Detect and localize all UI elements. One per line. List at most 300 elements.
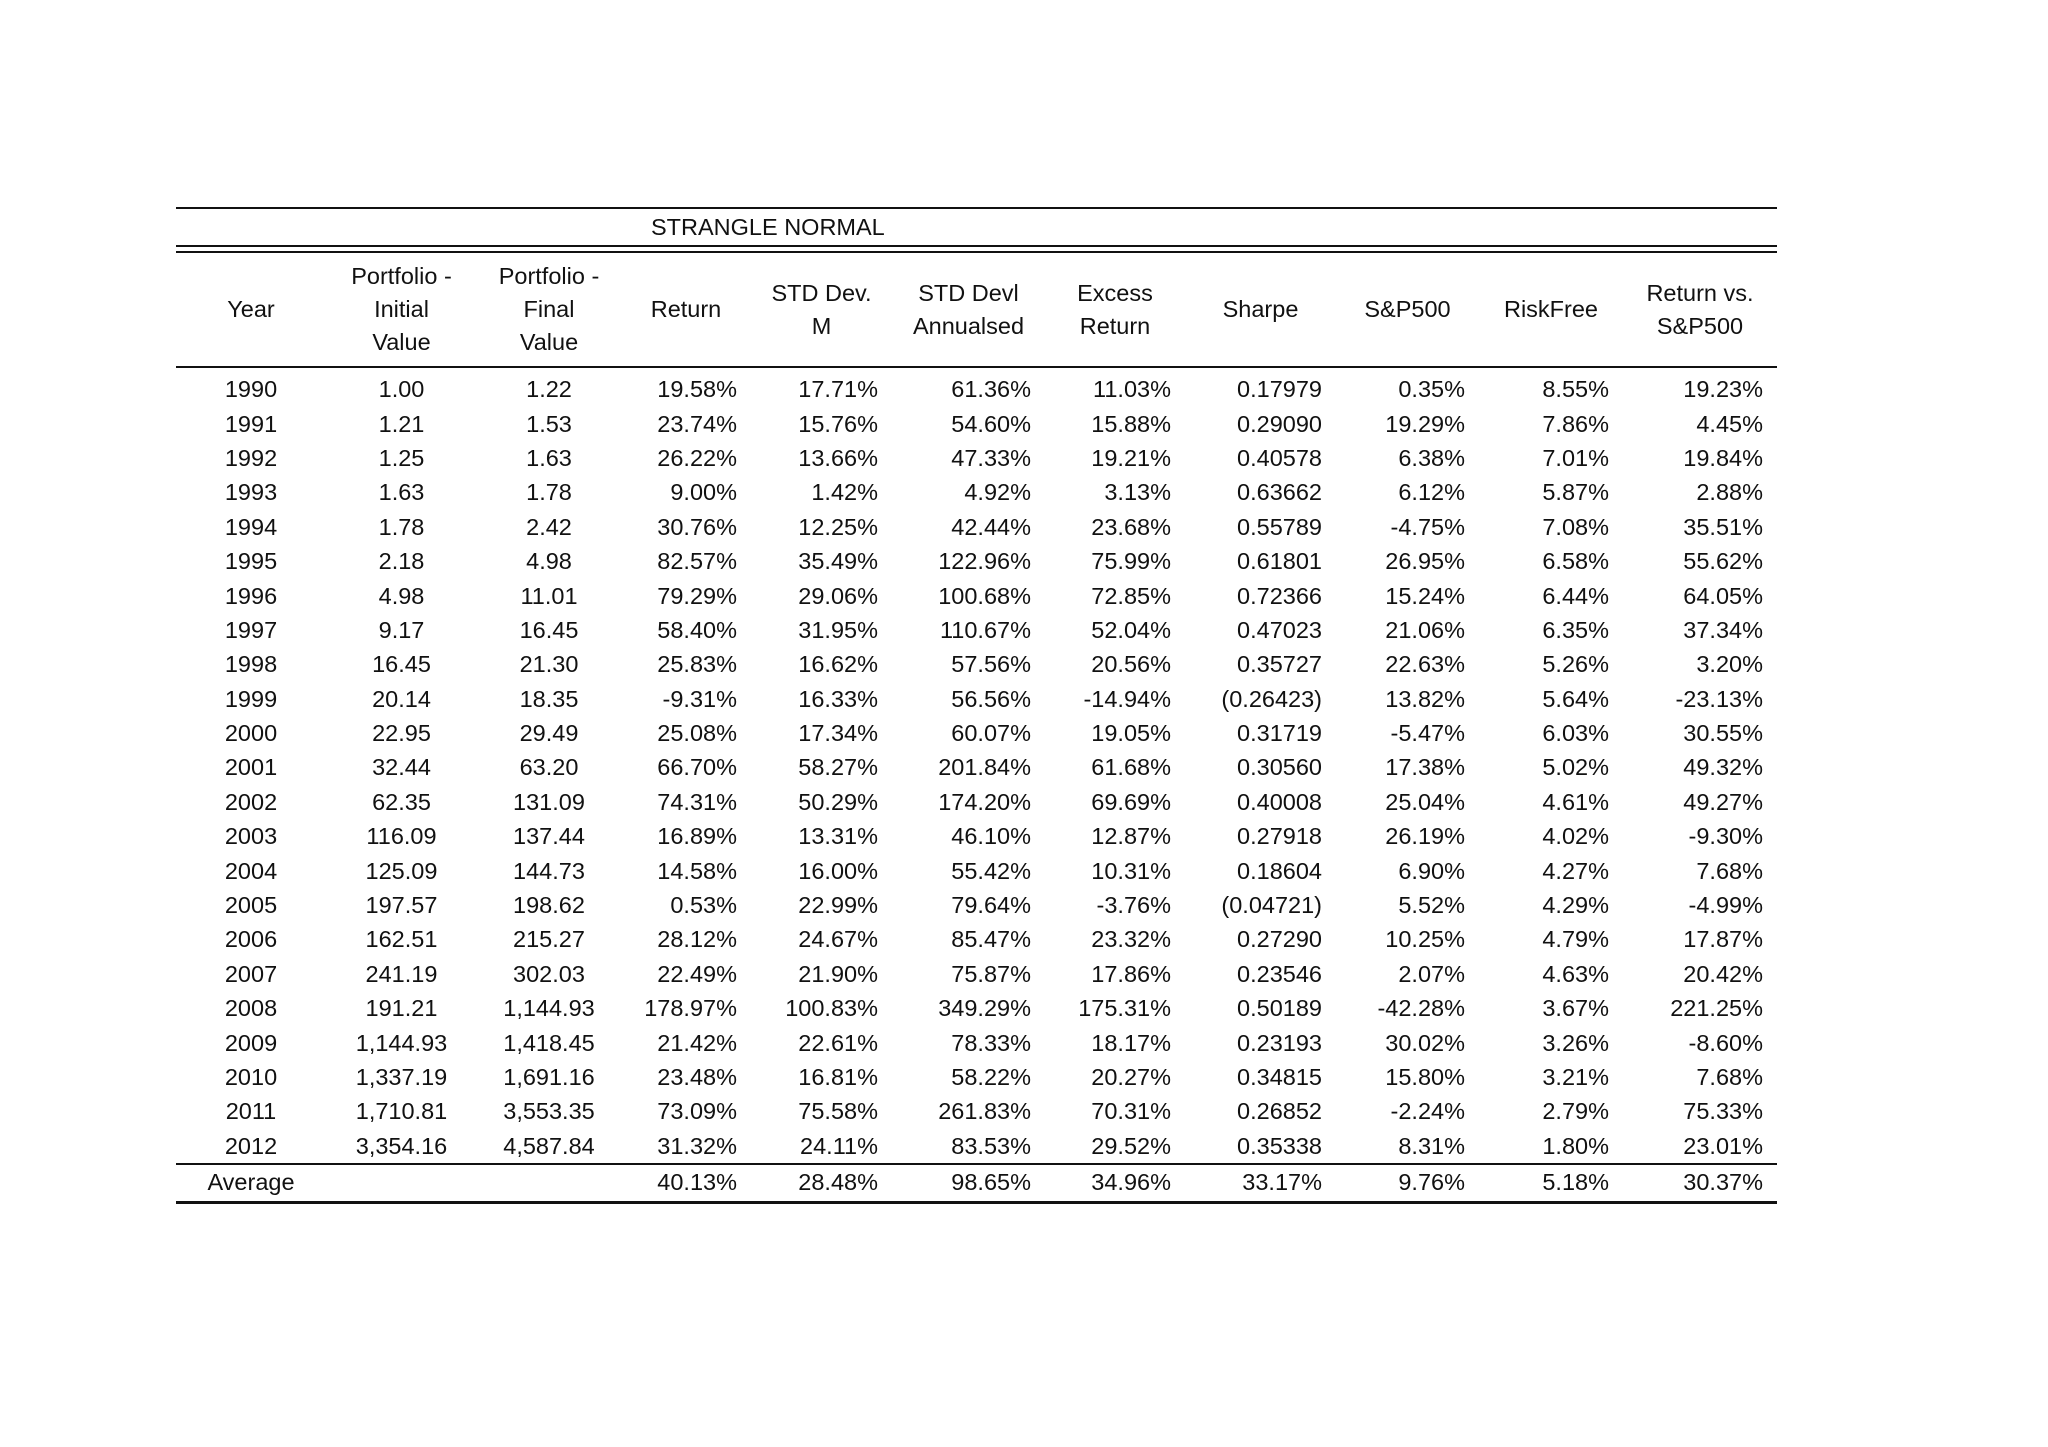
table-row — [176, 647, 1777, 681]
cell-sharpe: 0.30560 — [1237, 754, 1322, 781]
cell-return-vs-sp500: -4.99% — [1688, 892, 1763, 919]
cell-std-dev-m: 22.99% — [798, 892, 878, 919]
cell-year: 2012 — [224, 1132, 278, 1159]
cell-std-dev-annualised: 100.68% — [938, 582, 1031, 609]
cell-return-vs-sp500: 37.34% — [1683, 616, 1763, 643]
cell-year: 2011 — [225, 1098, 277, 1125]
table-body — [176, 367, 1777, 1164]
header-final-value: Portfolio - Final Value — [477, 253, 621, 367]
cell-std-dev-m: 35.49% — [798, 548, 878, 575]
cell-std-dev-m: 12.25% — [798, 513, 878, 540]
header-return: Return — [621, 253, 751, 367]
cell-initial-value: 1,337.19 — [355, 1064, 448, 1090]
cell-return: 26.22% — [657, 444, 737, 471]
cell-sharpe: 0.29090 — [1237, 410, 1322, 437]
cell-riskfree: 7.08% — [1542, 513, 1609, 540]
cell-initial-value: 1,710.81 — [355, 1098, 448, 1125]
header-return-vs-sp500: Return vs. S&P500 — [1623, 253, 1777, 367]
cell-return: 9.00% — [670, 479, 737, 506]
header-std-dev-m: STD Dev. M — [751, 253, 892, 367]
cell-initial-value: 1.21 — [378, 410, 425, 437]
cell-sharpe: (0.26423) — [1221, 685, 1322, 712]
average-initial-value — [326, 1164, 477, 1203]
table-row — [176, 682, 1777, 716]
cell-sharpe: 0.26852 — [1237, 1098, 1322, 1125]
average-return-vs-sp500: 30.37% — [1623, 1164, 1777, 1203]
cell-riskfree: 6.44% — [1542, 582, 1609, 609]
cell-return: 19.58% — [657, 376, 737, 403]
cell-year: 1996 — [224, 582, 278, 609]
cell-excess-return: 12.87% — [1091, 823, 1171, 850]
cell-final-value: 1.22 — [526, 376, 572, 403]
title-row — [176, 209, 1777, 245]
cell-excess-return: 19.05% — [1091, 720, 1171, 747]
cell-initial-value: 241.19 — [365, 960, 438, 987]
cell-return: 31.32% — [657, 1132, 737, 1159]
cell-sp500: -2.24% — [1390, 1098, 1465, 1125]
cell-return-vs-sp500: 64.05% — [1683, 582, 1763, 609]
cell-year: 2010 — [224, 1064, 278, 1090]
cell-initial-value: 2.18 — [378, 548, 425, 575]
cell-final-value: 3,553.35 — [503, 1098, 595, 1125]
table-row — [176, 785, 1777, 819]
cell-sp500: 13.82% — [1385, 685, 1465, 712]
cell-excess-return: 15.88% — [1091, 410, 1171, 437]
cell-std-dev-m: 50.29% — [798, 788, 878, 815]
cell-sharpe: 0.47023 — [1237, 616, 1322, 643]
cell-sp500: 2.07% — [1398, 960, 1465, 987]
cell-return-vs-sp500: 4.45% — [1696, 410, 1763, 437]
cell-final-value: 198.62 — [513, 892, 585, 919]
table-title: STRANGLE NORMAL — [651, 214, 885, 240]
cell-riskfree: 3.67% — [1542, 995, 1609, 1022]
cell-year: 1991 — [224, 410, 278, 437]
cell-sharpe: 0.63662 — [1237, 479, 1322, 506]
cell-initial-value: 3,354.16 — [355, 1132, 448, 1159]
cell-riskfree: 5.02% — [1542, 754, 1609, 781]
cell-std-dev-annualised: 349.29% — [938, 995, 1031, 1022]
cell-final-value: 63.20 — [519, 754, 579, 781]
cell-sp500: 17.38% — [1385, 754, 1465, 781]
cell-std-dev-m: 17.71% — [798, 376, 878, 403]
cell-final-value: 2.42 — [526, 513, 572, 540]
cell-sp500: 21.06% — [1385, 616, 1465, 643]
cell-return: 23.48% — [657, 1064, 737, 1090]
cell-return: 21.42% — [657, 1029, 737, 1056]
cell-final-value: 215.27 — [513, 926, 585, 953]
cell-sp500: 5.52% — [1398, 892, 1465, 919]
cell-sp500: 8.31% — [1398, 1132, 1465, 1159]
cell-excess-return: 69.69% — [1091, 788, 1171, 815]
cell-year: 2006 — [224, 926, 278, 953]
cell-final-value: 1,418.45 — [503, 1029, 595, 1056]
cell-return-vs-sp500: 7.68% — [1696, 857, 1763, 884]
header-sharpe: Sharpe — [1185, 253, 1336, 367]
cell-std-dev-m: 58.27% — [798, 754, 878, 781]
cell-riskfree: 4.29% — [1542, 892, 1609, 919]
cell-final-value: 11.01 — [520, 582, 578, 609]
cell-final-value: 16.45 — [519, 616, 579, 643]
cell-std-dev-annualised: 54.60% — [951, 410, 1031, 437]
cell-sp500: 15.80% — [1385, 1064, 1465, 1090]
table-row — [176, 1094, 1777, 1128]
cell-year: 2002 — [224, 788, 278, 815]
cell-std-dev-annualised: 56.56% — [951, 685, 1031, 712]
cell-std-dev-annualised: 122.96% — [938, 548, 1031, 575]
table-row — [176, 957, 1777, 991]
cell-riskfree: 6.03% — [1542, 720, 1609, 747]
average-sp500: 9.76% — [1336, 1164, 1479, 1203]
cell-final-value: 4,587.84 — [503, 1132, 595, 1159]
table-row — [176, 1129, 1777, 1164]
cell-return: 28.12% — [657, 926, 737, 953]
cell-riskfree: 5.26% — [1542, 651, 1609, 678]
cell-riskfree: 1.80% — [1542, 1132, 1609, 1159]
cell-excess-return: 20.27% — [1091, 1064, 1171, 1090]
cell-return: 25.83% — [657, 651, 737, 678]
cell-excess-return: 17.86% — [1091, 960, 1171, 987]
cell-initial-value: 1.63 — [378, 479, 425, 506]
cell-initial-value: 62.35 — [372, 788, 431, 815]
cell-initial-value: 1.00 — [378, 376, 425, 403]
table-row — [176, 544, 1777, 578]
cell-riskfree: 5.87% — [1542, 479, 1609, 506]
cell-year: 2008 — [224, 995, 278, 1022]
cell-std-dev-m: 13.31% — [798, 823, 878, 850]
average-riskfree: 5.18% — [1479, 1164, 1623, 1203]
cell-excess-return: 52.04% — [1091, 616, 1171, 643]
cell-initial-value: 1.25 — [378, 444, 425, 471]
cell-year: 2005 — [224, 892, 278, 919]
cell-riskfree: 4.27% — [1542, 857, 1609, 884]
cell-excess-return: 70.31% — [1091, 1098, 1171, 1125]
cell-sharpe: 0.17979 — [1237, 376, 1322, 403]
cell-sp500: -4.75% — [1390, 513, 1465, 540]
table-row — [176, 991, 1777, 1025]
cell-return: 58.40% — [657, 616, 737, 643]
table-row — [176, 510, 1777, 544]
cell-initial-value: 4.98 — [378, 582, 425, 609]
cell-return: 25.08% — [657, 720, 737, 747]
cell-sharpe: 0.72366 — [1237, 582, 1322, 609]
cell-sharpe: 0.23193 — [1237, 1029, 1322, 1056]
cell-return-vs-sp500: 19.23% — [1683, 376, 1763, 403]
cell-year: 1992 — [224, 444, 278, 471]
cell-std-dev-m: 16.81% — [798, 1064, 878, 1090]
cell-sp500: 0.35% — [1398, 376, 1465, 403]
cell-return: 82.57% — [657, 548, 737, 575]
cell-return: 74.31% — [657, 788, 737, 815]
cell-sp500: 6.12% — [1398, 479, 1465, 506]
cell-return-vs-sp500: 17.87% — [1683, 926, 1763, 953]
cell-year: 2000 — [224, 720, 278, 747]
average-return: 40.13% — [621, 1164, 751, 1203]
cell-std-dev-annualised: 85.47% — [951, 926, 1031, 953]
cell-year: 1993 — [224, 479, 278, 506]
table-row — [176, 613, 1777, 647]
cell-return-vs-sp500: 221.25% — [1670, 995, 1763, 1022]
cell-std-dev-m: 29.06% — [798, 582, 878, 609]
table-row — [176, 750, 1777, 784]
cell-riskfree: 5.64% — [1542, 685, 1609, 712]
cell-initial-value: 116.09 — [366, 823, 437, 850]
cell-final-value: 1,144.93 — [503, 995, 595, 1022]
cell-std-dev-annualised: 60.07% — [951, 720, 1031, 747]
table-row — [176, 853, 1777, 887]
cell-sharpe: 0.55789 — [1237, 513, 1322, 540]
cell-final-value: 1.78 — [526, 479, 572, 506]
cell-sharpe: 0.40578 — [1237, 444, 1322, 471]
cell-riskfree: 4.63% — [1542, 960, 1609, 987]
cell-std-dev-annualised: 261.83% — [938, 1098, 1031, 1125]
header-sp500: S&P500 — [1336, 253, 1479, 367]
table-row — [176, 578, 1777, 612]
table-row — [176, 922, 1777, 956]
cell-return: 73.09% — [657, 1098, 737, 1125]
cell-std-dev-annualised: 57.56% — [951, 651, 1031, 678]
cell-initial-value: 16.45 — [372, 651, 431, 678]
cell-excess-return: 20.56% — [1091, 651, 1171, 678]
cell-return-vs-sp500: 35.51% — [1683, 513, 1763, 540]
cell-initial-value: 22.95 — [372, 720, 431, 747]
table-row — [176, 441, 1777, 475]
cell-return-vs-sp500: 3.20% — [1696, 651, 1763, 678]
cell-return: 178.97% — [644, 995, 737, 1022]
cell-sharpe: 0.50189 — [1237, 995, 1322, 1022]
cell-std-dev-annualised: 42.44% — [951, 513, 1031, 540]
cell-std-dev-m: 16.33% — [798, 685, 878, 712]
average-excess-return: 34.96% — [1045, 1164, 1185, 1203]
cell-final-value: 21.30 — [519, 651, 579, 678]
cell-return-vs-sp500: 75.33% — [1683, 1098, 1763, 1125]
cell-year: 2007 — [224, 960, 278, 987]
cell-initial-value: 191.21 — [365, 995, 438, 1022]
cell-riskfree: 3.21% — [1542, 1064, 1609, 1090]
table-row — [176, 888, 1777, 922]
cell-sp500: 26.19% — [1385, 823, 1465, 850]
cell-return-vs-sp500: 19.84% — [1683, 444, 1763, 471]
table-row — [176, 367, 1777, 406]
cell-excess-return: 29.52% — [1091, 1132, 1171, 1159]
cell-std-dev-m: 100.83% — [785, 995, 878, 1022]
cell-year: 1997 — [224, 616, 278, 643]
cell-excess-return: 18.17% — [1091, 1029, 1171, 1056]
cell-excess-return: -3.76% — [1096, 892, 1171, 919]
cell-std-dev-m: 75.58% — [798, 1098, 878, 1125]
cell-return: 23.74% — [657, 410, 737, 437]
cell-riskfree: 6.58% — [1542, 548, 1609, 575]
cell-sp500: 10.25% — [1385, 926, 1465, 953]
cell-year: 2003 — [224, 823, 278, 850]
cell-std-dev-annualised: 46.10% — [951, 823, 1031, 850]
table-row — [176, 716, 1777, 750]
cell-sharpe: 0.35727 — [1237, 651, 1322, 678]
cell-final-value: 1,691.16 — [503, 1064, 595, 1090]
table-row — [176, 475, 1777, 509]
average-std-dev-annualised: 98.65% — [892, 1164, 1045, 1203]
cell-year: 1999 — [224, 685, 278, 712]
cell-excess-return: 75.99% — [1091, 548, 1171, 575]
cell-excess-return: 19.21% — [1091, 444, 1171, 471]
cell-std-dev-m: 16.62% — [798, 651, 878, 678]
cell-sp500: 22.63% — [1385, 651, 1465, 678]
cell-sharpe: 0.31719 — [1237, 720, 1322, 747]
cell-return-vs-sp500: 23.01% — [1683, 1132, 1763, 1159]
cell-std-dev-annualised: 4.92% — [964, 479, 1031, 506]
average-sharpe: 33.17% — [1185, 1164, 1336, 1203]
cell-excess-return: 175.31% — [1078, 995, 1171, 1022]
cell-sp500: -42.28% — [1377, 995, 1465, 1022]
cell-excess-return: 23.32% — [1091, 926, 1171, 953]
cell-initial-value: 125.09 — [365, 857, 438, 884]
average-final-value — [477, 1164, 621, 1203]
cell-std-dev-annualised: 79.64% — [951, 892, 1031, 919]
cell-sp500: 6.90% — [1398, 857, 1465, 884]
cell-sharpe: 0.35338 — [1237, 1132, 1322, 1159]
cell-final-value: 131.09 — [513, 788, 585, 815]
cell-excess-return: 23.68% — [1091, 513, 1171, 540]
cell-riskfree: 8.55% — [1542, 376, 1609, 403]
cell-return: 66.70% — [657, 754, 737, 781]
cell-excess-return: 3.13% — [1104, 479, 1171, 506]
cell-return-vs-sp500: 7.68% — [1696, 1064, 1763, 1090]
cell-std-dev-annualised: 58.22% — [951, 1064, 1031, 1090]
cell-std-dev-annualised: 201.84% — [938, 754, 1031, 781]
cell-sp500: 26.95% — [1385, 548, 1465, 575]
cell-excess-return: 11.03% — [1093, 376, 1171, 403]
cell-riskfree: 4.79% — [1542, 926, 1609, 953]
cell-std-dev-annualised: 78.33% — [951, 1029, 1031, 1056]
cell-return-vs-sp500: 49.27% — [1683, 788, 1763, 815]
cell-sharpe: (0.04721) — [1221, 892, 1322, 919]
cell-sp500: 6.38% — [1398, 444, 1465, 471]
cell-sp500: 19.29% — [1385, 410, 1465, 437]
cell-riskfree: 3.26% — [1542, 1029, 1609, 1056]
cell-excess-return: -14.94% — [1083, 685, 1171, 712]
cell-riskfree: 4.61% — [1542, 788, 1609, 815]
header-initial-value: Portfolio - Initial Value — [326, 253, 477, 367]
header-year: Year — [176, 253, 326, 367]
header-row — [176, 253, 1777, 367]
cell-std-dev-m: 1.42% — [811, 479, 878, 506]
cell-excess-return: 10.31% — [1091, 857, 1171, 884]
cell-final-value: 4.98 — [526, 548, 572, 575]
cell-return: 0.53% — [670, 892, 737, 919]
cell-std-dev-m: 13.66% — [798, 444, 878, 471]
cell-return-vs-sp500: 20.42% — [1683, 960, 1763, 987]
table-row — [176, 406, 1777, 440]
cell-std-dev-annualised: 61.36% — [951, 376, 1031, 403]
cell-sharpe: 0.27918 — [1237, 823, 1322, 850]
spreadsheet-table — [176, 207, 1777, 1204]
cell-sp500: 15.24% — [1385, 582, 1465, 609]
table-row — [176, 1025, 1777, 1059]
cell-final-value: 144.73 — [513, 857, 585, 884]
cell-riskfree: 6.35% — [1542, 616, 1609, 643]
cell-return-vs-sp500: -23.13% — [1675, 685, 1763, 712]
cell-std-dev-m: 31.95% — [798, 616, 878, 643]
average-year: Average — [176, 1164, 326, 1203]
cell-std-dev-m: 17.34% — [798, 720, 878, 747]
cell-sharpe: 0.27290 — [1237, 926, 1322, 953]
cell-std-dev-m: 22.61% — [798, 1029, 878, 1056]
cell-sp500: -5.47% — [1390, 720, 1465, 747]
header-excess-return: Excess Return — [1045, 253, 1185, 367]
header-std-dev-annualised: STD Devl Annualsed — [892, 253, 1045, 367]
average-std-dev-m: 28.48% — [751, 1164, 892, 1203]
cell-return-vs-sp500: 30.55% — [1683, 720, 1763, 747]
cell-sharpe: 0.34815 — [1237, 1064, 1322, 1090]
cell-initial-value: 32.44 — [372, 754, 431, 781]
cell-excess-return: 72.85% — [1091, 582, 1171, 609]
cell-std-dev-annualised: 75.87% — [951, 960, 1031, 987]
cell-return: 16.89% — [657, 823, 737, 850]
cell-riskfree: 4.02% — [1542, 823, 1609, 850]
cell-std-dev-annualised: 55.42% — [951, 857, 1031, 884]
cell-initial-value: 20.14 — [372, 685, 431, 712]
cell-initial-value: 1.78 — [378, 513, 425, 540]
cell-final-value: 137.44 — [513, 823, 585, 850]
cell-year: 1998 — [224, 651, 278, 678]
cell-final-value: 302.03 — [513, 960, 585, 987]
cell-return: 22.49% — [657, 960, 737, 987]
cell-initial-value: 9.17 — [378, 616, 425, 643]
cell-std-dev-m: 24.67% — [798, 926, 878, 953]
cell-return-vs-sp500: -9.30% — [1688, 823, 1763, 850]
cell-final-value: 1.53 — [526, 410, 572, 437]
cell-std-dev-annualised: 83.53% — [951, 1132, 1031, 1159]
title-double-rule — [176, 245, 1777, 253]
cell-return: -9.31% — [662, 685, 737, 712]
cell-initial-value: 162.51 — [365, 926, 438, 953]
cell-riskfree: 2.79% — [1542, 1098, 1609, 1125]
cell-sp500: 30.02% — [1385, 1029, 1465, 1056]
cell-return-vs-sp500: 55.62% — [1683, 548, 1763, 575]
cell-final-value: 1.63 — [526, 444, 572, 471]
cell-return: 14.58% — [657, 857, 737, 884]
cell-std-dev-annualised: 47.33% — [951, 444, 1031, 471]
cell-sharpe: 0.61801 — [1237, 548, 1322, 575]
cell-final-value: 29.49 — [519, 720, 579, 747]
cell-excess-return: 61.68% — [1091, 754, 1171, 781]
cell-sharpe: 0.18604 — [1237, 857, 1322, 884]
cell-year: 2001 — [224, 754, 278, 781]
cell-sharpe: 0.40008 — [1237, 788, 1322, 815]
header-riskfree: RiskFree — [1479, 253, 1623, 367]
cell-year: 1990 — [224, 376, 278, 403]
cell-final-value: 18.35 — [519, 685, 579, 712]
cell-std-dev-m: 15.76% — [798, 410, 878, 437]
cell-std-dev-m: 24.11% — [800, 1132, 878, 1159]
cell-riskfree: 7.86% — [1542, 410, 1609, 437]
cell-std-dev-annualised: 174.20% — [938, 788, 1031, 815]
cell-year: 1994 — [224, 513, 278, 540]
cell-sp500: 25.04% — [1385, 788, 1465, 815]
cell-std-dev-annualised: 110.67% — [939, 616, 1031, 643]
cell-return-vs-sp500: 2.88% — [1696, 479, 1763, 506]
cell-return-vs-sp500: 49.32% — [1683, 754, 1763, 781]
table-row — [176, 1060, 1777, 1094]
cell-return-vs-sp500: -8.60% — [1688, 1029, 1763, 1056]
cell-sharpe: 0.23546 — [1237, 960, 1322, 987]
cell-return: 30.76% — [657, 513, 737, 540]
average-row — [176, 1164, 1777, 1203]
cell-return: 79.29% — [657, 582, 737, 609]
cell-std-dev-m: 21.90% — [798, 960, 878, 987]
cell-initial-value: 197.57 — [365, 892, 438, 919]
cell-year: 1995 — [224, 548, 278, 575]
table-row — [176, 819, 1777, 853]
